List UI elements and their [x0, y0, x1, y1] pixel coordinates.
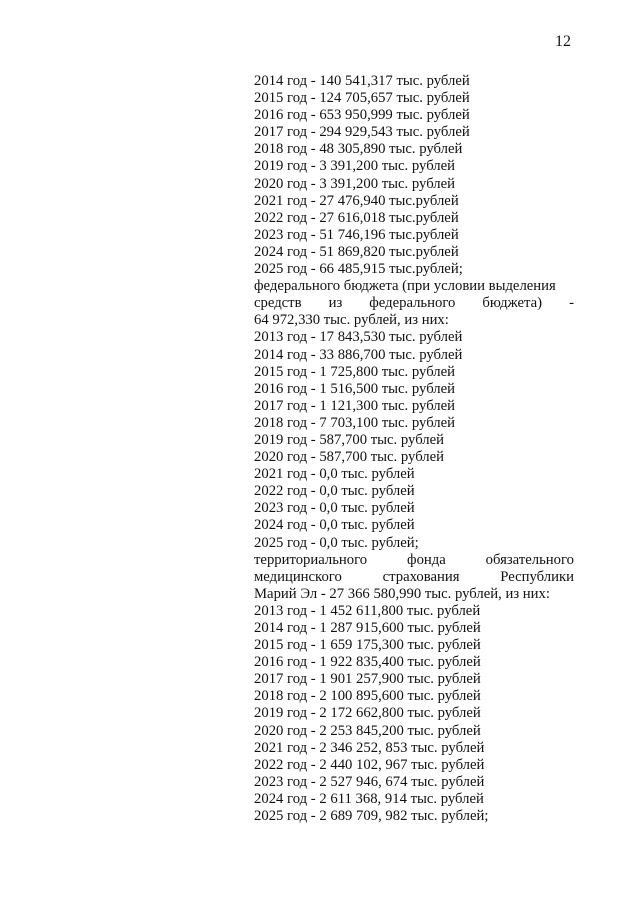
federal-line: 2023 год - 0,0 тыс. рублей: [254, 500, 415, 517]
regional-line: 2015 год - 124 705,657 тыс. рублей: [254, 90, 470, 107]
regional-line: 2022 год - 27 616,018 тыс.рублей: [254, 209, 459, 226]
federal-line: 2021 год - 0,0 тыс. рублей: [254, 466, 415, 483]
fund-line: 2023 год - 2 527 946, 674 тыс. рублей: [254, 773, 485, 790]
fund-line: 2024 год - 2 611 368, 914 тыс. рублей: [254, 790, 484, 807]
fund-line: 2015 год - 1 659 175,300 тыс. рублей: [254, 637, 481, 654]
federal-line: 2025 год - 0,0 тыс. рублей;: [254, 534, 419, 551]
regional-line: 2018 год - 48 305,890 тыс. рублей: [254, 141, 463, 158]
regional-line: 2019 год - 3 391,200 тыс. рублей: [254, 158, 456, 175]
regional-line: 2021 год - 27 476,940 тыс.рублей: [254, 192, 459, 209]
fund-line: 2025 год - 2 689 709, 982 тыс. рублей;: [254, 808, 489, 825]
regional-line: 2016 год - 653 950,999 тыс. рублей: [254, 107, 470, 124]
funding-text-block: [254, 73, 574, 825]
regional-line: 2023 год - 51 746,196 тыс.рублей: [254, 226, 459, 243]
federal-line: 2024 год - 0,0 тыс. рублей: [254, 517, 415, 534]
heading-word: территориального: [254, 551, 368, 568]
federal-line: 2016 год - 1 516,500 тыс. рублей: [254, 380, 456, 397]
federal-budget-heading: [254, 278, 574, 329]
regional-line: 2025 год - 66 485,915 тыс.рублей;: [254, 261, 463, 278]
heading-word: медицинского: [254, 568, 342, 585]
fund-line: 2018 год - 2 100 895,600 тыс. рублей: [254, 688, 481, 705]
federal-heading-line: 64 972,330 тыс. рублей, из них:: [254, 312, 449, 329]
regional-budget-list: [254, 73, 574, 278]
heading-word: бюджета): [482, 295, 543, 312]
heading-word: средств: [254, 295, 302, 312]
federal-heading-line: федерального бюджета (при условии выделения: [254, 278, 556, 295]
federal-budget-list: [254, 329, 574, 551]
fund-heading-line: Марий Эл - 27 366 580,990 тыс. рублей, из них:: [254, 585, 550, 602]
page-number: 12: [555, 33, 571, 50]
heading-word: фонда: [407, 551, 446, 568]
federal-heading-justified-line: [254, 295, 574, 312]
fund-heading-justified-line: [254, 569, 574, 586]
heading-word: -: [569, 295, 574, 312]
federal-line: 2019 год - 587,700 тыс. рублей: [254, 431, 445, 448]
heading-word: из: [328, 295, 343, 312]
fund-line: 2021 год - 2 346 252, 853 тыс. рублей: [254, 739, 485, 756]
federal-line: 2022 год - 0,0 тыс. рублей: [254, 483, 415, 500]
heading-word: Республики: [500, 568, 574, 585]
fund-line: 2022 год - 2 440 102, 967 тыс. рублей: [254, 756, 485, 773]
regional-line: 2020 год - 3 391,200 тыс. рублей: [254, 175, 456, 192]
fund-line: 2016 год - 1 922 835,400 тыс. рублей: [254, 654, 481, 671]
fund-line: 2020 год - 2 253 845,200 тыс. рублей: [254, 722, 481, 739]
fund-heading-justified-line: [254, 552, 574, 569]
heading-word: страхования: [382, 568, 460, 585]
fund-line: 2019 год - 2 172 662,800 тыс. рублей: [254, 705, 481, 722]
heading-word: обязательного: [485, 551, 574, 568]
federal-line: 2015 год - 1 725,800 тыс. рублей: [254, 363, 456, 380]
fund-line: 2014 год - 1 287 915,600 тыс. рублей: [254, 620, 481, 636]
fund-heading: [254, 552, 574, 603]
federal-line: 2017 год - 1 121,300 тыс. рублей: [254, 397, 456, 414]
fund-line: 2013 год - 1 452 611,800 тыс. рублей: [254, 602, 481, 619]
heading-word: федерального: [369, 295, 456, 312]
regional-line: 2014 год - 140 541,317 тыс. рублей: [254, 73, 470, 89]
federal-line: 2014 год - 33 886,700 тыс. рублей: [254, 346, 463, 363]
federal-line: 2020 год - 587,700 тыс. рублей: [254, 449, 445, 466]
regional-line: 2024 год - 51 869,820 тыс.рублей: [254, 243, 459, 260]
federal-line: 2018 год - 7 703,100 тыс. рублей: [254, 414, 456, 431]
federal-line: 2013 год - 17 843,530 тыс. рублей: [254, 329, 463, 346]
fund-list: [254, 603, 574, 825]
regional-line: 2017 год - 294 929,543 тыс. рублей: [254, 124, 470, 141]
fund-line: 2017 год - 1 901 257,900 тыс. рублей: [254, 671, 481, 688]
